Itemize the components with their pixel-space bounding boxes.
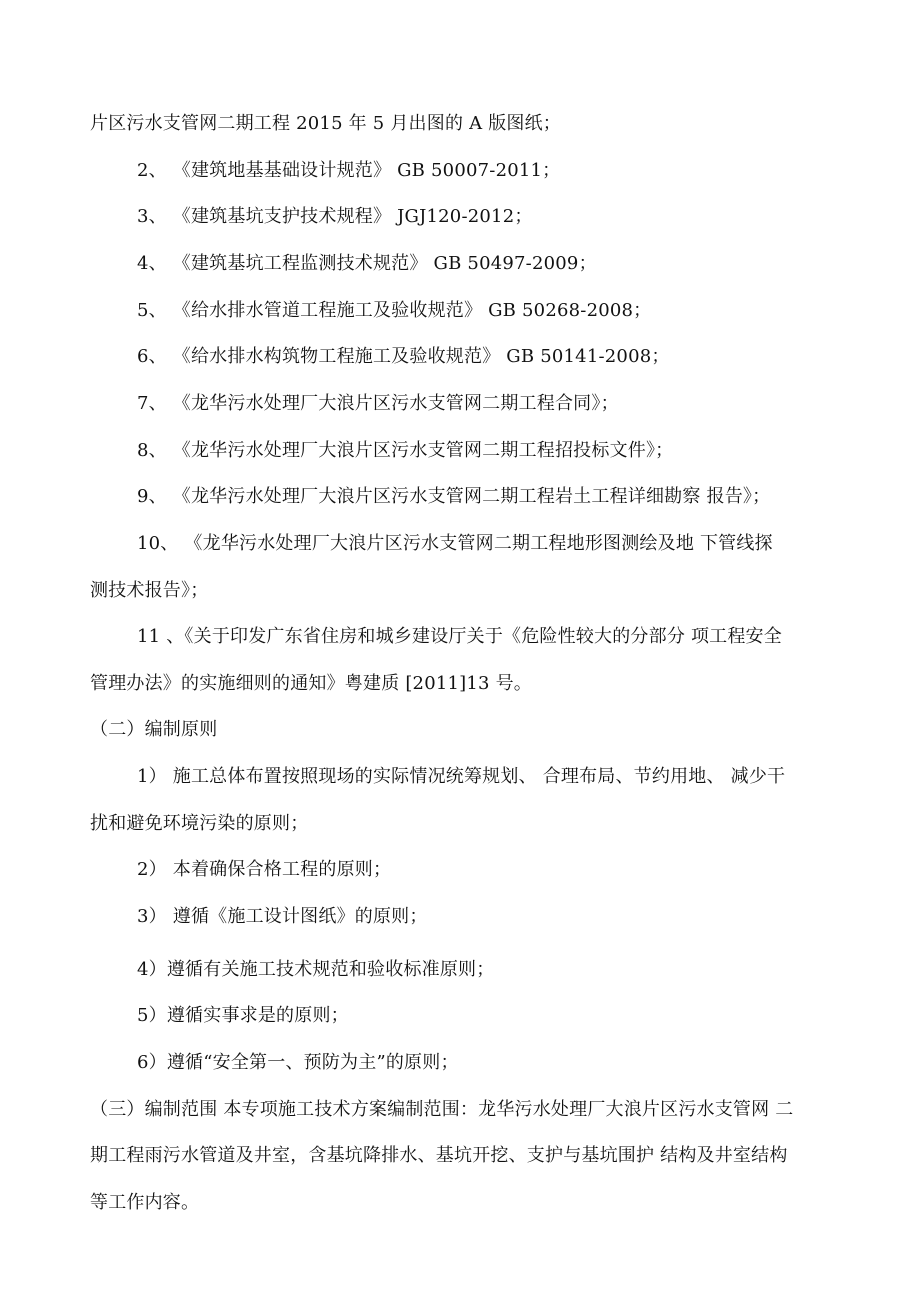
line-ref-5: 5、 《给水排水管道工程施工及验收规范》 GB 50268-2008； (137, 300, 652, 321)
line-ref-10: 10、 《龙华污水处理厂大浪片区污水支管网二期工程地形图测绘及地 下管线探 (137, 533, 773, 554)
line-principle-3: 3） 遵循《施工设计图纸》的原则； (137, 906, 428, 927)
line-intro-continuation: 片区污水支管网二期工程 2015 年 5 月出图的 A 版图纸； (90, 113, 561, 134)
line-principle-1-cont: 扰和避免环境污染的原则； (90, 813, 309, 834)
line-ref-10-cont: 测技术报告》； (90, 580, 209, 601)
line-ref-4: 4、 《建筑基坑工程监测技术规范》 GB 50497-2009； (137, 253, 597, 274)
section-heading-scope: （三）编制范围 本专项施工技术方案编制范围：龙华污水处理厂大浪片区污水支管网 二 (90, 1099, 794, 1120)
line-ref-8: 8、 《龙华污水处理厂大浪片区污水支管网二期工程招投标文件》； (137, 440, 674, 461)
line-ref-11-cont: 管理办法》的实施细则的通知》粤建质 [2011]13 号。 (90, 673, 532, 694)
line-ref-9: 9、 《龙华污水处理厂大浪片区污水支管网二期工程岩土工程详细勘察 报告》； (137, 486, 771, 507)
line-principle-1: 1） 施工总体布置按照现场的实际情况统筹规划、 合理布局、节约用地、 减少干 (137, 766, 786, 787)
line-ref-2: 2、 《建筑地基基础设计规范》 GB 50007-2011； (137, 160, 561, 181)
line-principle-2: 2） 本着确保合格工程的原则； (137, 859, 392, 880)
line-ref-6: 6、 《给水排水构筑物工程施工及验收规范》 GB 50141-2008； (137, 346, 670, 367)
line-ref-3: 3、 《建筑基坑支护技术规程》 JGJ120-2012； (137, 206, 533, 227)
line-principle-5: 5）遵循实事求是的原则； (137, 1005, 349, 1026)
line-scope-cont-2: 等工作内容。 (90, 1192, 200, 1213)
line-principle-4: 4）遵循有关施工技术规范和验收标准原则； (137, 959, 495, 980)
section-heading-principles: （二）编制原则 (90, 719, 218, 740)
line-scope-cont-1: 期工程雨污水管道及井室，含基坑降排水、基坑开挖、支护与基坑围护 结构及井室结构 (90, 1145, 788, 1166)
line-ref-11: 11 、《关于印发广东省住房和城乡建设厅关于《危险性较大的分部分 项工程安全 (137, 626, 782, 647)
line-principle-6: 6）遵循“安全第一、预防为主”的原则； (137, 1052, 459, 1073)
line-ref-7: 7、 《龙华污水处理厂大浪片区污水支管网二期工程合同》； (137, 393, 619, 414)
